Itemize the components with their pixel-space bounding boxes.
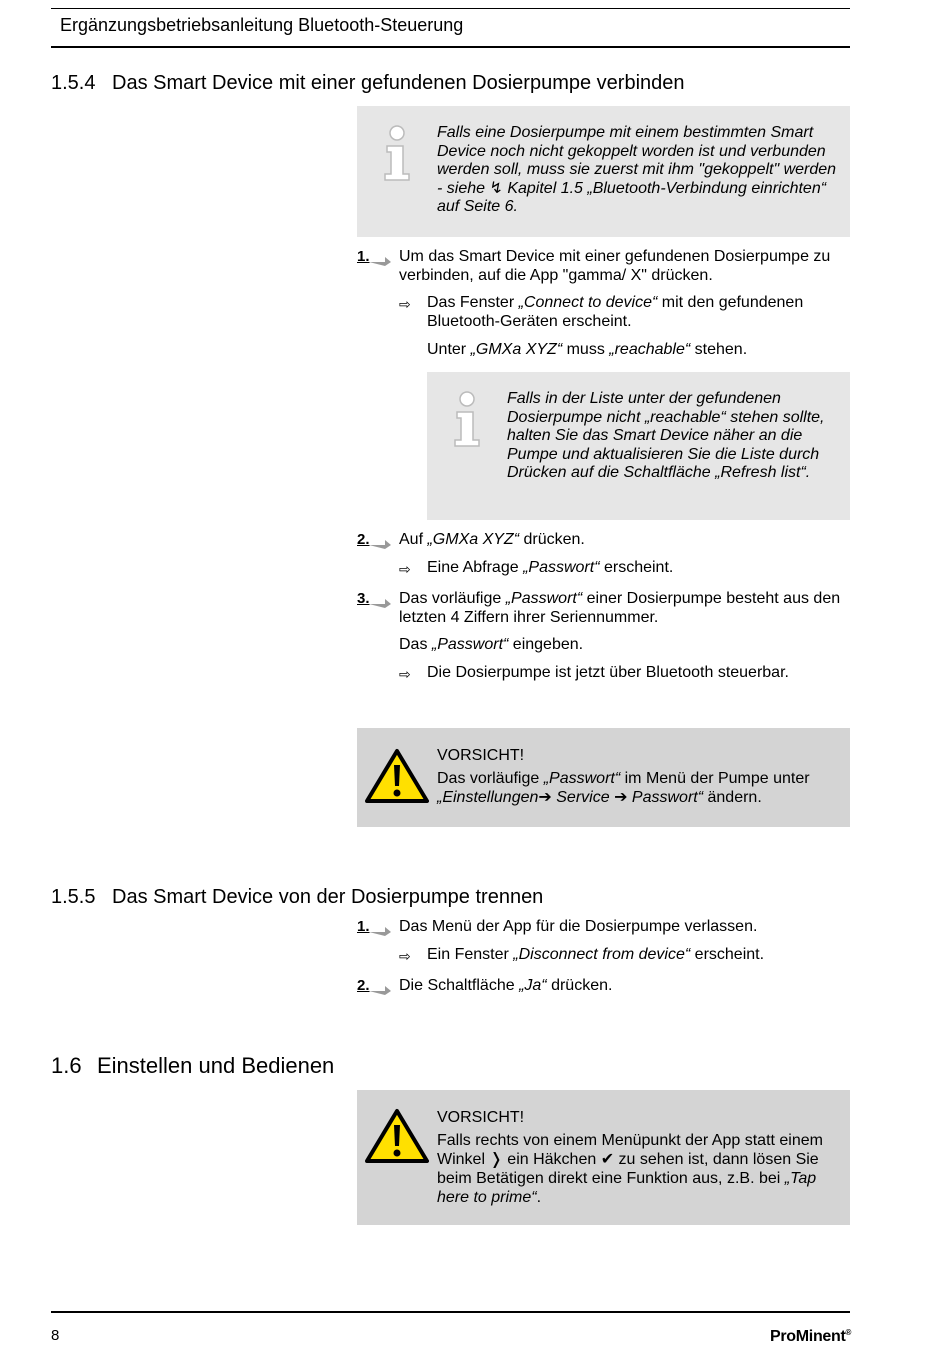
step-arrow-icon <box>369 537 391 549</box>
step-marker: 1. <box>357 918 393 940</box>
section-number: 1.6 <box>51 1053 82 1078</box>
header-top-rule <box>51 8 850 9</box>
angle-icon: ❭ <box>489 1151 503 1168</box>
step-arrow-icon <box>369 596 391 608</box>
caution-text: VORSICHT! Das vorläufige „Passwort“ im Menü der Pumpe unter „Einstellungen➔ Service ➔ Passwort“ ändern. <box>437 746 842 807</box>
caution-text: VORSICHT! Falls rechts von einem Menüpunkt der App statt einem Winkel ❭ ein Häkchen ✔ zu sehen ist, dann lösen Sie beim Betätigen direkt eine Funktion aus, z.B. bei „Tap here to prime“. <box>437 1108 842 1207</box>
caution-title: VORSICHT! <box>437 1109 525 1126</box>
result-arrow-icon: ⇨ <box>399 666 411 682</box>
step-arrow-icon <box>369 983 391 995</box>
step-text: Auf „GMXa XYZ“ drücken. <box>399 531 585 548</box>
header-bottom-rule <box>51 46 850 48</box>
cross-reference-icon: ↯ <box>489 179 503 197</box>
step-marker: 2. <box>357 531 393 553</box>
step-marker: 2. <box>357 977 393 999</box>
info-icon <box>379 124 415 182</box>
info-icon <box>449 390 485 448</box>
step-2 <box>357 977 850 999</box>
step-2-result: ⇨ Eine Abfrage „Passwort“ erscheint. <box>399 559 674 577</box>
menu-arrow-icon: ➔ <box>614 789 628 806</box>
step-text: Die Schaltfläche „Ja“ drücken. <box>399 977 613 994</box>
section-title: Das Smart Device von der Dosierpumpe trennen <box>112 886 544 908</box>
info-note-reachable <box>427 372 850 520</box>
step-text: Das vorläufige „Passwort“ einer Dosierpumpe besteht aus den letzten 4 Ziffern ihrer Seriennummer. <box>399 590 841 626</box>
cross-reference-link[interactable]: Kapitel 1.5 „Bluetooth-Verbindung einrichten“ auf Seite 6. <box>437 179 827 215</box>
result-arrow-icon: ⇨ <box>399 561 411 577</box>
step-arrow-icon <box>369 254 391 266</box>
menu-arrow-icon: ➔ <box>538 789 552 806</box>
step-1 <box>357 918 850 940</box>
step-text: Das Menü der App für die Dosierpumpe verlassen. <box>399 918 758 935</box>
step-3-note: Das „Passwort“ eingeben. <box>399 636 584 653</box>
section-number: 1.5.5 <box>51 886 96 908</box>
section-title: Das Smart Device mit einer gefundenen Dosierpumpe verbinden <box>112 72 685 94</box>
caution-title: VORSICHT! <box>437 747 525 764</box>
step-1-result: ⇨ Ein Fenster „Disconnect from device“ erscheint. <box>399 946 765 964</box>
info-note-text: Falls eine Dosierpumpe mit einem bestimmten Smart Device noch nicht gekoppelt worden ist und verbunden werden soll, muss sie zuerst mit ihm "gekoppelt" werden - siehe ↯ Kapitel 1.5 „Bluetooth-Verbindung einrichten“ auf Seite 6. <box>437 124 837 215</box>
info-note-text: Falls in der Liste unter der gefundenen Dosierpumpe nicht „reachable“ stehen sollte, halten Sie das Smart Device näher an die Pumpe und aktualisieren Sie die Liste durch Drücken auf die Schaltfläche „Refresh list“. <box>507 390 825 481</box>
step-arrow-icon <box>369 924 391 936</box>
step-marker: 1. <box>357 248 393 270</box>
section-heading-1-5-4 <box>51 72 685 95</box>
info-note-pairing <box>357 106 850 237</box>
step-text: Um das Smart Device mit einer gefundenen Dosierpumpe zu verbinden, auf die App "gamma/ X" drücken. <box>399 248 831 284</box>
caution-box-checkmark <box>357 1090 850 1225</box>
step-marker: 3. <box>357 590 393 612</box>
prominent-logo: ProMinent® <box>770 1328 852 1345</box>
section-number: 1.5.4 <box>51 72 96 94</box>
warning-triangle-icon <box>365 1108 429 1164</box>
step-2 <box>357 531 850 553</box>
step-1-note: Unter „GMXa XYZ“ muss „reachable“ stehen. <box>427 341 748 358</box>
result-arrow-icon: ⇨ <box>399 296 411 312</box>
section-heading-1-5-5 <box>51 886 543 909</box>
step-3 <box>357 590 850 630</box>
section-heading-1-6 <box>51 1053 334 1079</box>
warning-triangle-icon <box>365 748 429 804</box>
section-title: Einstellen und Bedienen <box>97 1053 335 1078</box>
result-arrow-icon: ⇨ <box>399 948 411 964</box>
step-1-result: ⇨ Das Fenster „Connect to device“ mit den gefundenen Bluetooth-Geräten erscheint. <box>399 294 804 330</box>
page-number: 8 <box>51 1327 60 1344</box>
step-3-result: ⇨ Die Dosierpumpe ist jetzt über Bluetooth steuerbar. <box>399 664 789 682</box>
step-1 <box>357 248 850 288</box>
checkmark-icon: ✔ <box>600 1151 615 1168</box>
document-header-title: Ergänzungsbetriebsanleitung Bluetooth-Steuerung <box>60 15 464 35</box>
footer-rule <box>51 1311 850 1313</box>
caution-box-password <box>357 728 850 827</box>
